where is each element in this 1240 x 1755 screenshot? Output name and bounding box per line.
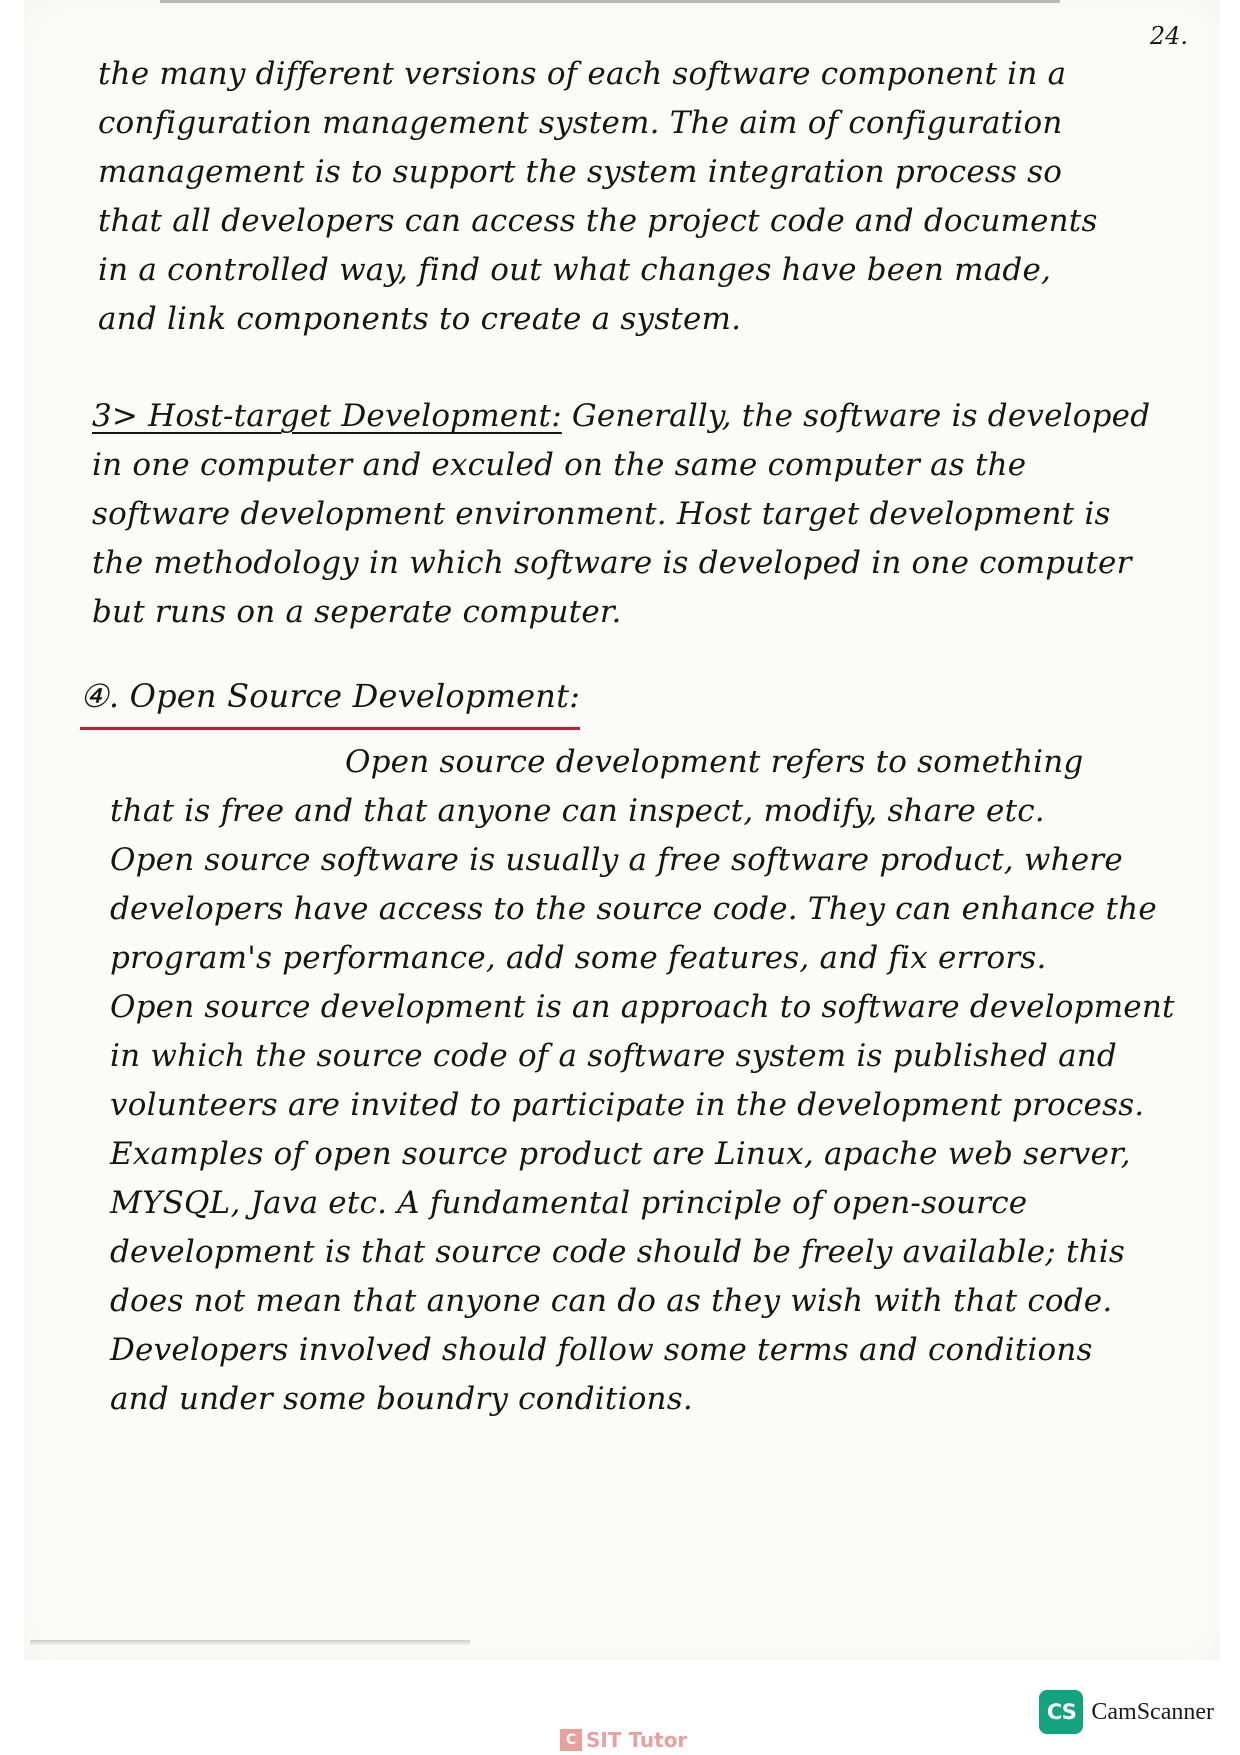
text-line: volunteers are invited to participate in the development process. [110, 1087, 1145, 1123]
page-bottom-shadow [30, 1640, 470, 1646]
text-line: management is to support the system integration process so [98, 154, 1063, 190]
text-line: developers have access to the source code. They can enhance the [110, 891, 1157, 927]
text-line: Open source development refers to something [345, 744, 1084, 780]
text-line: that is free and that anyone can inspect, modify, share etc. [110, 793, 1045, 829]
text-line: and link components to create a system. [98, 301, 742, 337]
host-target-heading: 3> Host-target Development: [92, 398, 562, 434]
open-source-paragraph [110, 738, 1175, 1424]
text-line: Developers involved should follow some terms and conditions [110, 1332, 1093, 1368]
text-line: Open source software is usually a free software product, where [110, 842, 1123, 878]
camscanner-logo-icon: CS [1039, 1690, 1083, 1734]
text-line: but runs on a seperate computer. [92, 594, 622, 630]
host-target-intro: Generally, the software is developed [561, 398, 1151, 434]
text-line [92, 392, 1150, 441]
text-line: that all developers can access the project code and documents [98, 203, 1098, 239]
watermark-logo-icon: C [560, 1729, 582, 1751]
open-source-heading: ④. Open Source Development: [80, 672, 580, 730]
camscanner-badge [1039, 1690, 1214, 1734]
continued-paragraph [98, 50, 1098, 344]
text-line: the many different versions of each software component in a [98, 56, 1067, 92]
watermark-label: SIT Tutor [586, 1728, 688, 1752]
camscanner-label: CamScanner [1091, 1698, 1214, 1725]
host-target-section [92, 392, 1150, 637]
text-line: development is that source code should be freely available; this [110, 1234, 1126, 1270]
watermark [560, 1728, 687, 1752]
text-line: in a controlled way, find out what changes have been made, [98, 252, 1052, 288]
text-line: Open source development is an approach to software development [110, 989, 1175, 1025]
text-line: does not mean that anyone can do as they wish with that code. [110, 1283, 1113, 1319]
text-line: software development environment. Host target development is [92, 496, 1111, 532]
text-line: the methodology in which software is developed in one computer [92, 545, 1132, 581]
text-line: Examples of open source product are Linux, apache web server, [110, 1136, 1131, 1172]
text-line: in one computer and exculed on the same computer as the [92, 447, 1027, 483]
page-top-edge [160, 0, 1060, 3]
text-line: and under some boundry conditions. [110, 1381, 693, 1417]
text-line: configuration management system. The aim of configuration [98, 105, 1063, 141]
page-number: 24. [1149, 22, 1188, 50]
text-line: in which the source code of a software system is published and [110, 1038, 1117, 1074]
text-line: program's performance, add some features, and fix errors. [110, 940, 1047, 976]
text-line: MYSQL, Java etc. A fundamental principle of open-source [110, 1185, 1028, 1221]
